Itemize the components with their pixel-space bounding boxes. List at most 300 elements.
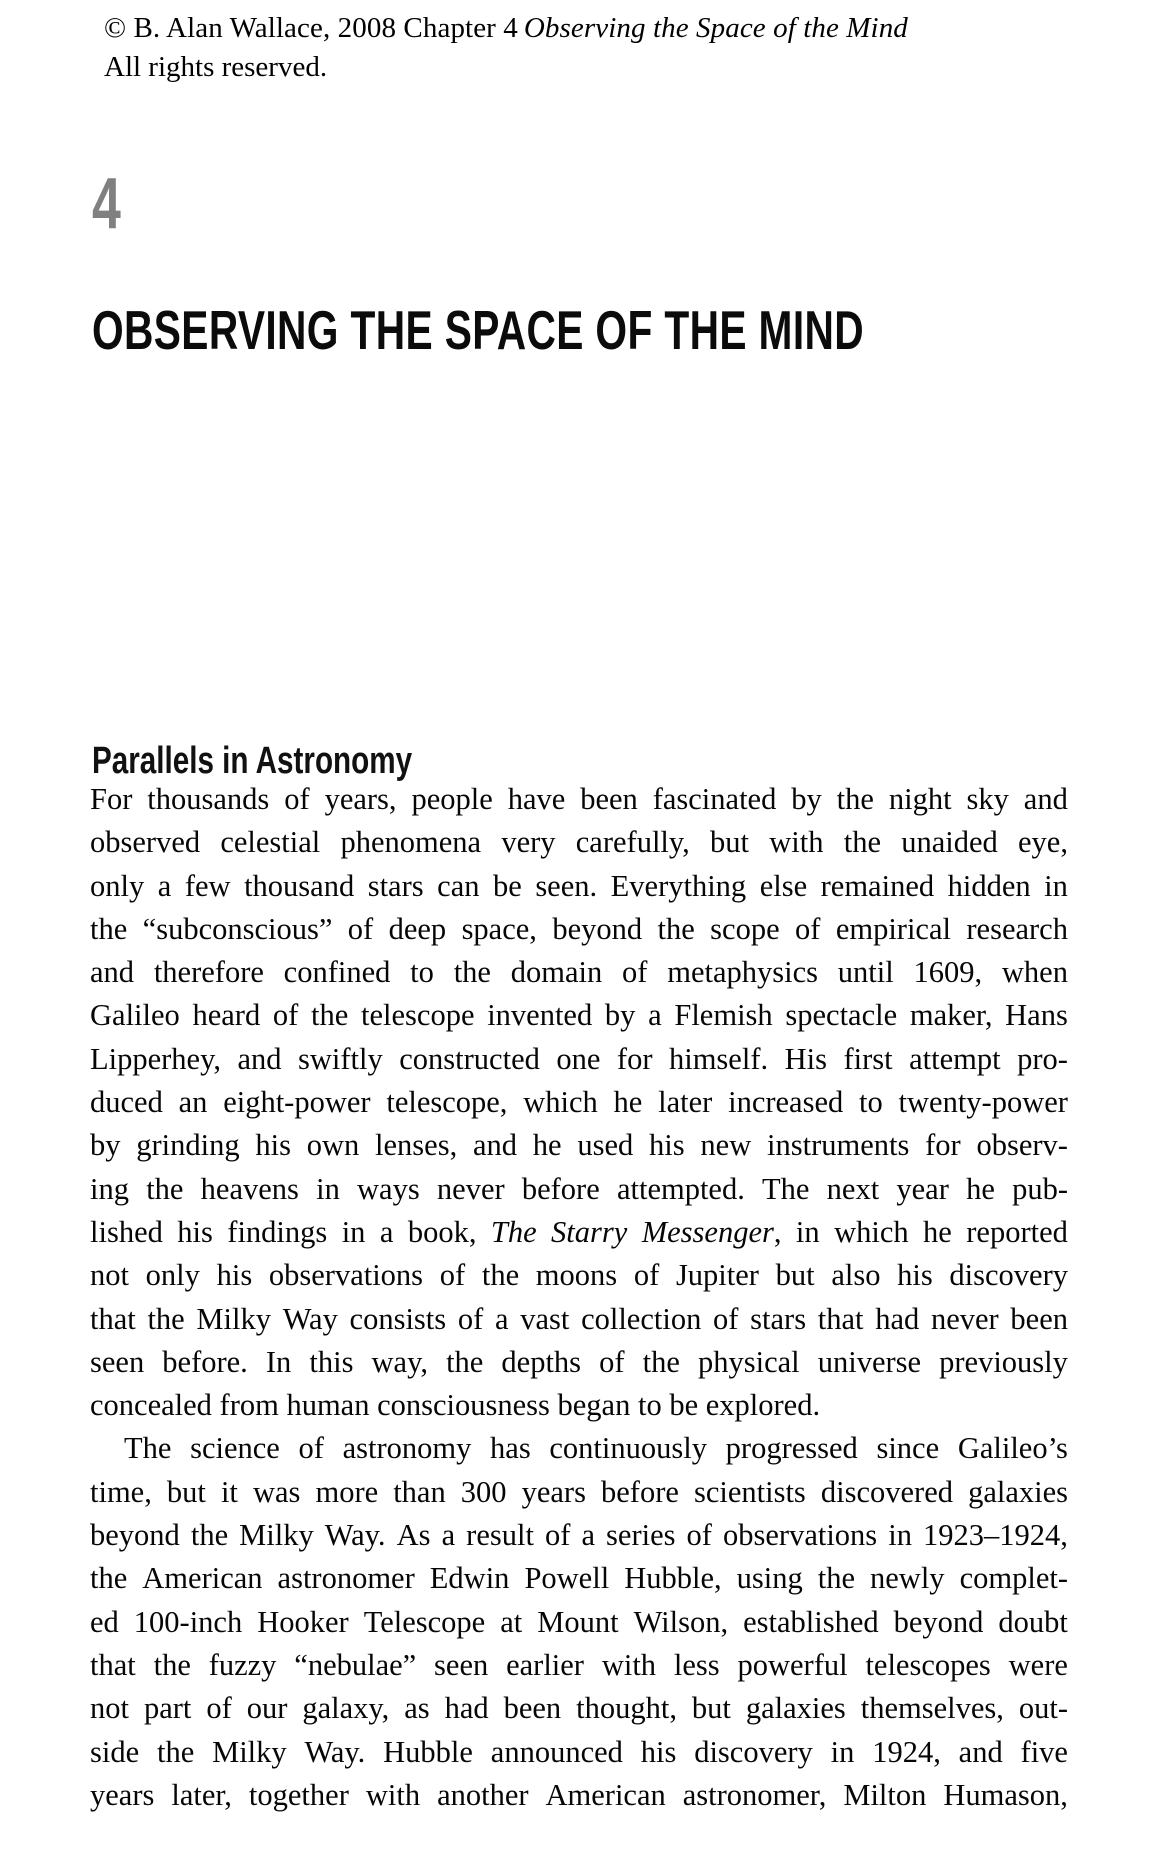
text-word: than bbox=[393, 1474, 446, 1509]
text-word: Everything bbox=[610, 868, 747, 903]
text-word: Lipperhey, bbox=[90, 1041, 221, 1076]
text-word: unaided bbox=[901, 825, 998, 860]
text-word: scientists bbox=[693, 1474, 806, 1509]
text-line bbox=[90, 778, 1068, 821]
text-word: spectacle bbox=[785, 998, 898, 1033]
text-word: Way bbox=[282, 1301, 338, 1336]
text-word: observations bbox=[268, 1258, 424, 1293]
text-line bbox=[90, 951, 1068, 994]
text-word: beyond bbox=[893, 1604, 984, 1639]
text-word: Messenger, bbox=[641, 1214, 782, 1249]
text-word: findings bbox=[227, 1214, 328, 1249]
text-word: science bbox=[190, 1431, 280, 1466]
text-word: previously bbox=[939, 1344, 1068, 1379]
text-word: 1923–1924, bbox=[923, 1518, 1068, 1553]
text-word: Hubble bbox=[383, 1734, 473, 1769]
text-word: and bbox=[237, 1041, 282, 1076]
text-line bbox=[90, 908, 1068, 951]
text-word: hidden bbox=[947, 868, 1031, 903]
text-line bbox=[90, 1731, 1068, 1774]
text-word: phenomena bbox=[340, 825, 482, 860]
text-word: depths bbox=[501, 1344, 582, 1379]
text-line bbox=[90, 1254, 1068, 1297]
running-head-chapter-title: Observing the Space of the Mind bbox=[523, 12, 908, 44]
text-word: the bbox=[90, 1561, 128, 1596]
text-word: that bbox=[90, 1647, 136, 1682]
text-line bbox=[90, 1687, 1068, 1730]
text-word: of bbox=[206, 1691, 232, 1726]
copyright-prefix-text: © B. Alan Wallace, 2008 Chapter 4 bbox=[104, 12, 518, 44]
text-word: he bbox=[532, 1128, 562, 1163]
text-word: was bbox=[252, 1474, 301, 1509]
text-word: observ- bbox=[976, 1128, 1068, 1163]
text-word: American bbox=[545, 1777, 666, 1812]
text-line bbox=[90, 1341, 1068, 1384]
text-word: duced bbox=[90, 1085, 163, 1120]
text-word: fascinated bbox=[652, 782, 777, 816]
text-word: Galileo’s bbox=[957, 1431, 1068, 1466]
text-word: 300 bbox=[460, 1474, 507, 1509]
text-word: ing bbox=[90, 1171, 129, 1206]
text-word: new bbox=[700, 1128, 752, 1163]
text-word: his bbox=[255, 1128, 291, 1163]
text-word: a bbox=[379, 1214, 394, 1249]
text-word: the bbox=[146, 1171, 184, 1206]
text-word: which bbox=[523, 1085, 598, 1120]
text-word: collection bbox=[581, 1301, 702, 1336]
text-word: had bbox=[875, 1301, 920, 1336]
text-word: the bbox=[453, 955, 491, 990]
text-word: the bbox=[836, 782, 874, 816]
copyright-notice bbox=[104, 8, 1084, 86]
text-word: one bbox=[556, 1041, 601, 1076]
text-word: before bbox=[521, 1171, 600, 1206]
text-word: been bbox=[503, 1691, 562, 1726]
text-word: 1609, bbox=[913, 955, 983, 990]
text-word: time, bbox=[90, 1474, 152, 1509]
text-word: only bbox=[145, 1258, 200, 1293]
text-word: Starry bbox=[551, 1214, 628, 1249]
text-word: pro- bbox=[1017, 1041, 1068, 1076]
text-word: The bbox=[762, 1171, 810, 1206]
text-word: stars bbox=[750, 1301, 807, 1336]
text-word: eight-power bbox=[223, 1085, 371, 1120]
text-word: stars bbox=[367, 868, 424, 903]
text-word: another bbox=[437, 1777, 529, 1812]
text-line bbox=[90, 1124, 1068, 1167]
text-word: Way. bbox=[324, 1518, 386, 1553]
text-word: As bbox=[396, 1518, 431, 1553]
text-word: doubt bbox=[998, 1604, 1068, 1639]
text-word: metaphysics bbox=[667, 955, 818, 990]
text-word: galaxies bbox=[745, 1691, 846, 1726]
text-word: and bbox=[472, 1128, 518, 1163]
text-word: the bbox=[481, 1258, 520, 1293]
text-word: of bbox=[298, 1431, 324, 1466]
text-word: an bbox=[178, 1085, 208, 1120]
text-word: seen. bbox=[535, 868, 598, 903]
text-word: have bbox=[507, 782, 566, 816]
section-heading: Parallels in Astronomy bbox=[92, 739, 413, 782]
text-word: consists bbox=[349, 1301, 447, 1336]
text-word: but bbox=[691, 1691, 731, 1726]
text-word: but bbox=[710, 825, 750, 860]
text-word: twenty-power bbox=[898, 1085, 1068, 1120]
text-word: carefully, bbox=[575, 825, 690, 860]
text-word: fuzzy bbox=[208, 1647, 277, 1682]
text-word: has bbox=[490, 1431, 531, 1466]
text-word: the bbox=[147, 1301, 185, 1336]
text-word: Hubble, bbox=[624, 1561, 722, 1596]
text-word: of bbox=[439, 1258, 466, 1293]
text-word: been bbox=[580, 782, 638, 816]
text-word: before bbox=[601, 1474, 679, 1509]
text-word: thousands bbox=[147, 782, 270, 816]
text-word: and bbox=[90, 955, 135, 990]
text-word: with bbox=[769, 825, 824, 860]
text-line: concealed from human consciousness began to be explored. bbox=[90, 1388, 821, 1423]
text-word: in bbox=[341, 1214, 366, 1249]
text-word: year bbox=[896, 1171, 949, 1206]
text-line bbox=[90, 821, 1068, 864]
text-word: telescopes bbox=[865, 1647, 991, 1682]
text-word: telescope, bbox=[386, 1085, 508, 1120]
text-word: sky bbox=[966, 782, 1009, 816]
text-word: discovered bbox=[820, 1474, 953, 1509]
text-word: discovery bbox=[949, 1258, 1068, 1293]
text-line bbox=[90, 865, 1068, 908]
text-word: the bbox=[843, 825, 881, 860]
text-line bbox=[90, 994, 1068, 1037]
text-word: later bbox=[658, 1085, 713, 1120]
text-word: beyond bbox=[90, 1518, 180, 1553]
text-word: with bbox=[601, 1647, 657, 1682]
text-word: the bbox=[817, 1561, 855, 1596]
text-word: very bbox=[501, 825, 556, 860]
text-word: moons bbox=[535, 1258, 618, 1293]
text-word: years bbox=[521, 1474, 586, 1509]
text-word: galaxy, bbox=[302, 1691, 390, 1726]
text-word: in bbox=[888, 1518, 912, 1553]
text-word: in bbox=[830, 1734, 855, 1769]
text-word: which bbox=[834, 1214, 909, 1249]
text-word: “nebulae” bbox=[294, 1647, 417, 1682]
text-word: heard bbox=[192, 998, 261, 1033]
text-word: using bbox=[736, 1561, 803, 1596]
text-word: remained bbox=[820, 868, 935, 903]
text-word: the bbox=[657, 911, 695, 946]
text-word: newly bbox=[870, 1561, 945, 1596]
text-word: our bbox=[246, 1691, 288, 1726]
text-word: Galileo bbox=[90, 998, 180, 1033]
text-word: by bbox=[791, 782, 822, 816]
text-word: Hans bbox=[1005, 998, 1068, 1033]
text-word: confined bbox=[283, 955, 391, 990]
text-word: powerful bbox=[737, 1647, 848, 1682]
text-word: in bbox=[795, 1214, 820, 1249]
text-word: of bbox=[795, 911, 821, 946]
text-word: in bbox=[316, 1171, 340, 1206]
text-line bbox=[90, 1211, 1068, 1254]
text-word: and bbox=[1023, 782, 1068, 816]
text-word: attempt bbox=[909, 1041, 1001, 1076]
text-word: but bbox=[775, 1258, 815, 1293]
text-word: progressed bbox=[725, 1431, 858, 1466]
text-word: “subconscious” bbox=[142, 911, 333, 946]
text-word: been bbox=[1010, 1301, 1068, 1336]
text-word: seen bbox=[434, 1647, 489, 1682]
text-word: of bbox=[284, 782, 310, 816]
text-word: swiftly bbox=[298, 1041, 383, 1076]
text-word: Milky bbox=[196, 1301, 271, 1336]
text-word: Milton bbox=[843, 1777, 927, 1812]
text-word: be bbox=[493, 868, 522, 903]
text-word: thought, bbox=[576, 1691, 677, 1726]
text-word: the bbox=[153, 1647, 191, 1682]
text-line bbox=[90, 1168, 1068, 1211]
text-word: lenses, bbox=[375, 1128, 458, 1163]
text-word: Telescope bbox=[363, 1604, 486, 1639]
text-word: night bbox=[888, 782, 952, 816]
text-word: pub- bbox=[1012, 1171, 1068, 1206]
text-word: continuously bbox=[549, 1431, 707, 1466]
text-word: ed bbox=[90, 1604, 119, 1639]
text-word: physical bbox=[697, 1344, 800, 1379]
text-word: astronomer bbox=[277, 1561, 415, 1596]
text-word: part bbox=[143, 1691, 192, 1726]
text-line bbox=[90, 1427, 1068, 1470]
text-word: years bbox=[90, 1777, 155, 1812]
text-word: a bbox=[157, 868, 172, 903]
text-word: were bbox=[1008, 1647, 1068, 1682]
text-word: of bbox=[347, 911, 374, 946]
text-word: scope bbox=[710, 911, 780, 946]
text-word: and bbox=[958, 1734, 1003, 1769]
text-word: next bbox=[826, 1171, 880, 1206]
text-word: Wilson, bbox=[633, 1604, 729, 1639]
text-word: not bbox=[90, 1691, 129, 1726]
text-word: Milky bbox=[239, 1518, 314, 1553]
text-word: to bbox=[859, 1085, 883, 1120]
text-word: established bbox=[743, 1604, 879, 1639]
text-word: the bbox=[156, 1734, 195, 1769]
text-word: that bbox=[90, 1301, 136, 1336]
text-word: few bbox=[184, 868, 231, 903]
text-word: his bbox=[640, 1734, 677, 1769]
text-word: Flemish bbox=[674, 998, 773, 1033]
text-word: at bbox=[500, 1604, 523, 1639]
text-word: For bbox=[90, 782, 133, 816]
text-word: a bbox=[581, 1518, 595, 1553]
text-word: since bbox=[876, 1431, 940, 1466]
text-word: the bbox=[190, 1518, 229, 1553]
text-word: observed bbox=[90, 825, 201, 860]
text-word: constructed bbox=[399, 1041, 540, 1076]
text-word: people bbox=[411, 782, 493, 816]
text-word: complet- bbox=[959, 1561, 1068, 1596]
text-word: reported bbox=[966, 1214, 1068, 1249]
text-word: Powell bbox=[524, 1561, 610, 1596]
text-line bbox=[90, 1081, 1068, 1124]
text-word: book, bbox=[407, 1214, 477, 1249]
text-word: His bbox=[784, 1041, 827, 1076]
text-word: also bbox=[831, 1258, 881, 1293]
text-line bbox=[90, 1038, 1068, 1081]
text-word: else bbox=[759, 868, 808, 903]
text-word: of bbox=[599, 1344, 625, 1379]
body-text-block bbox=[90, 778, 1068, 1817]
text-word: invented bbox=[487, 998, 593, 1033]
chapter-number: 4 bbox=[92, 164, 121, 244]
text-word: to bbox=[410, 955, 434, 990]
text-word: the bbox=[311, 998, 349, 1033]
text-word: for bbox=[925, 1128, 961, 1163]
text-word: seen bbox=[90, 1344, 145, 1379]
text-word: of bbox=[457, 1301, 484, 1336]
text-word: 100-inch bbox=[133, 1604, 243, 1639]
text-word: In bbox=[265, 1344, 292, 1379]
text-word: 1924, bbox=[872, 1734, 941, 1769]
text-word: heavens bbox=[200, 1171, 299, 1206]
text-word: later, bbox=[171, 1777, 232, 1812]
text-word: never bbox=[930, 1301, 999, 1336]
text-word: until bbox=[837, 955, 894, 990]
text-word: way, bbox=[371, 1344, 428, 1379]
text-word: when bbox=[1001, 955, 1068, 990]
text-word: maker, bbox=[909, 998, 993, 1033]
text-line bbox=[90, 1471, 1068, 1514]
text-word: out- bbox=[1018, 1691, 1068, 1726]
text-word: side bbox=[90, 1734, 140, 1769]
text-word: but bbox=[166, 1474, 206, 1509]
text-word: a bbox=[494, 1301, 509, 1336]
text-word: eye, bbox=[1018, 825, 1068, 860]
text-word: in bbox=[1044, 868, 1068, 903]
text-word: universe bbox=[817, 1344, 922, 1379]
text-word: of bbox=[544, 1518, 571, 1553]
text-word: Mount bbox=[537, 1604, 619, 1639]
text-word: he bbox=[923, 1214, 952, 1249]
copyright-line-primary bbox=[104, 8, 1084, 48]
text-word: discovery bbox=[694, 1734, 813, 1769]
text-line bbox=[90, 1601, 1068, 1644]
text-word: with bbox=[365, 1777, 421, 1812]
text-word: together bbox=[248, 1777, 349, 1812]
text-word: themselves, bbox=[860, 1691, 1004, 1726]
text-word: he bbox=[613, 1085, 643, 1120]
text-word: of bbox=[272, 998, 299, 1033]
text-word: of bbox=[686, 1518, 712, 1553]
text-word: can bbox=[437, 868, 480, 903]
text-word: a bbox=[441, 1518, 456, 1553]
text-word: this bbox=[309, 1344, 354, 1379]
text-word: announced bbox=[490, 1734, 623, 1769]
text-word: lished bbox=[90, 1214, 163, 1249]
rights-reserved-text: All rights reserved. bbox=[104, 51, 328, 83]
text-word: own bbox=[306, 1128, 360, 1163]
text-word: his bbox=[216, 1258, 253, 1293]
text-word: earlier bbox=[506, 1647, 584, 1682]
text-word: before. bbox=[162, 1344, 248, 1379]
text-word: astronomy bbox=[342, 1431, 472, 1466]
text-word: of bbox=[633, 1258, 660, 1293]
text-word: of bbox=[713, 1301, 739, 1336]
text-word: thousand bbox=[244, 868, 355, 903]
text-word: Way. bbox=[304, 1734, 366, 1769]
text-word: grinding bbox=[136, 1128, 240, 1163]
text-word: The bbox=[124, 1431, 172, 1466]
text-word: never bbox=[436, 1171, 505, 1206]
text-line bbox=[90, 1514, 1068, 1557]
text-word: beyond bbox=[552, 911, 643, 946]
text-word: his bbox=[177, 1214, 213, 1249]
text-word: as bbox=[404, 1691, 430, 1726]
text-word: Edwin bbox=[429, 1561, 510, 1596]
text-word: attempted. bbox=[616, 1171, 745, 1206]
text-word: domain bbox=[510, 955, 603, 990]
text-word: years, bbox=[324, 782, 397, 816]
text-word: empirical bbox=[835, 911, 951, 946]
text-word: his bbox=[649, 1128, 685, 1163]
text-word: of bbox=[622, 955, 648, 990]
text-word: vast bbox=[520, 1301, 570, 1336]
text-word: less bbox=[673, 1647, 720, 1682]
text-line bbox=[90, 1774, 1068, 1817]
text-word: deep bbox=[388, 911, 447, 946]
text-word: his bbox=[897, 1258, 933, 1293]
text-word: American bbox=[142, 1561, 263, 1596]
text-word: ways bbox=[357, 1171, 420, 1206]
text-word: that bbox=[817, 1301, 864, 1336]
text-word: he bbox=[966, 1171, 995, 1206]
text-word: observations bbox=[723, 1518, 878, 1553]
text-word: galaxies bbox=[968, 1474, 1068, 1509]
text-word: instruments bbox=[767, 1128, 910, 1163]
text-word: Milky bbox=[212, 1734, 287, 1769]
text-word: Humason, bbox=[943, 1777, 1068, 1812]
text-word: research bbox=[966, 911, 1068, 946]
text-word: Jupiter bbox=[675, 1258, 759, 1293]
text-word: himself. bbox=[668, 1041, 769, 1076]
text-word: only bbox=[90, 868, 145, 903]
text-word: a bbox=[648, 998, 662, 1033]
text-word: by bbox=[604, 998, 636, 1033]
text-line bbox=[90, 1557, 1068, 1600]
text-word: five bbox=[1020, 1734, 1068, 1769]
text-word: the bbox=[446, 1344, 484, 1379]
text-word: telescope bbox=[361, 998, 475, 1033]
text-word: space, bbox=[461, 911, 537, 946]
text-word: astronomer, bbox=[682, 1777, 827, 1812]
text-word: therefore bbox=[153, 955, 264, 990]
text-word: Hooker bbox=[257, 1604, 349, 1639]
text-word: increased bbox=[728, 1085, 844, 1120]
text-word: result bbox=[466, 1518, 534, 1553]
text-word: series bbox=[606, 1518, 676, 1553]
text-word: for bbox=[616, 1041, 653, 1076]
text-line bbox=[90, 1298, 1068, 1341]
chapter-title: OBSERVING THE SPACE OF THE MIND bbox=[92, 298, 865, 361]
text-word: celestial bbox=[220, 825, 321, 860]
text-word: first bbox=[843, 1041, 893, 1076]
text-word: the bbox=[90, 911, 128, 946]
text-line bbox=[90, 1644, 1068, 1687]
text-word: used bbox=[577, 1128, 634, 1163]
text-word: more bbox=[315, 1474, 379, 1509]
text-word: the bbox=[642, 1344, 680, 1379]
text-word: it bbox=[220, 1474, 238, 1509]
text-word: not bbox=[90, 1258, 129, 1293]
